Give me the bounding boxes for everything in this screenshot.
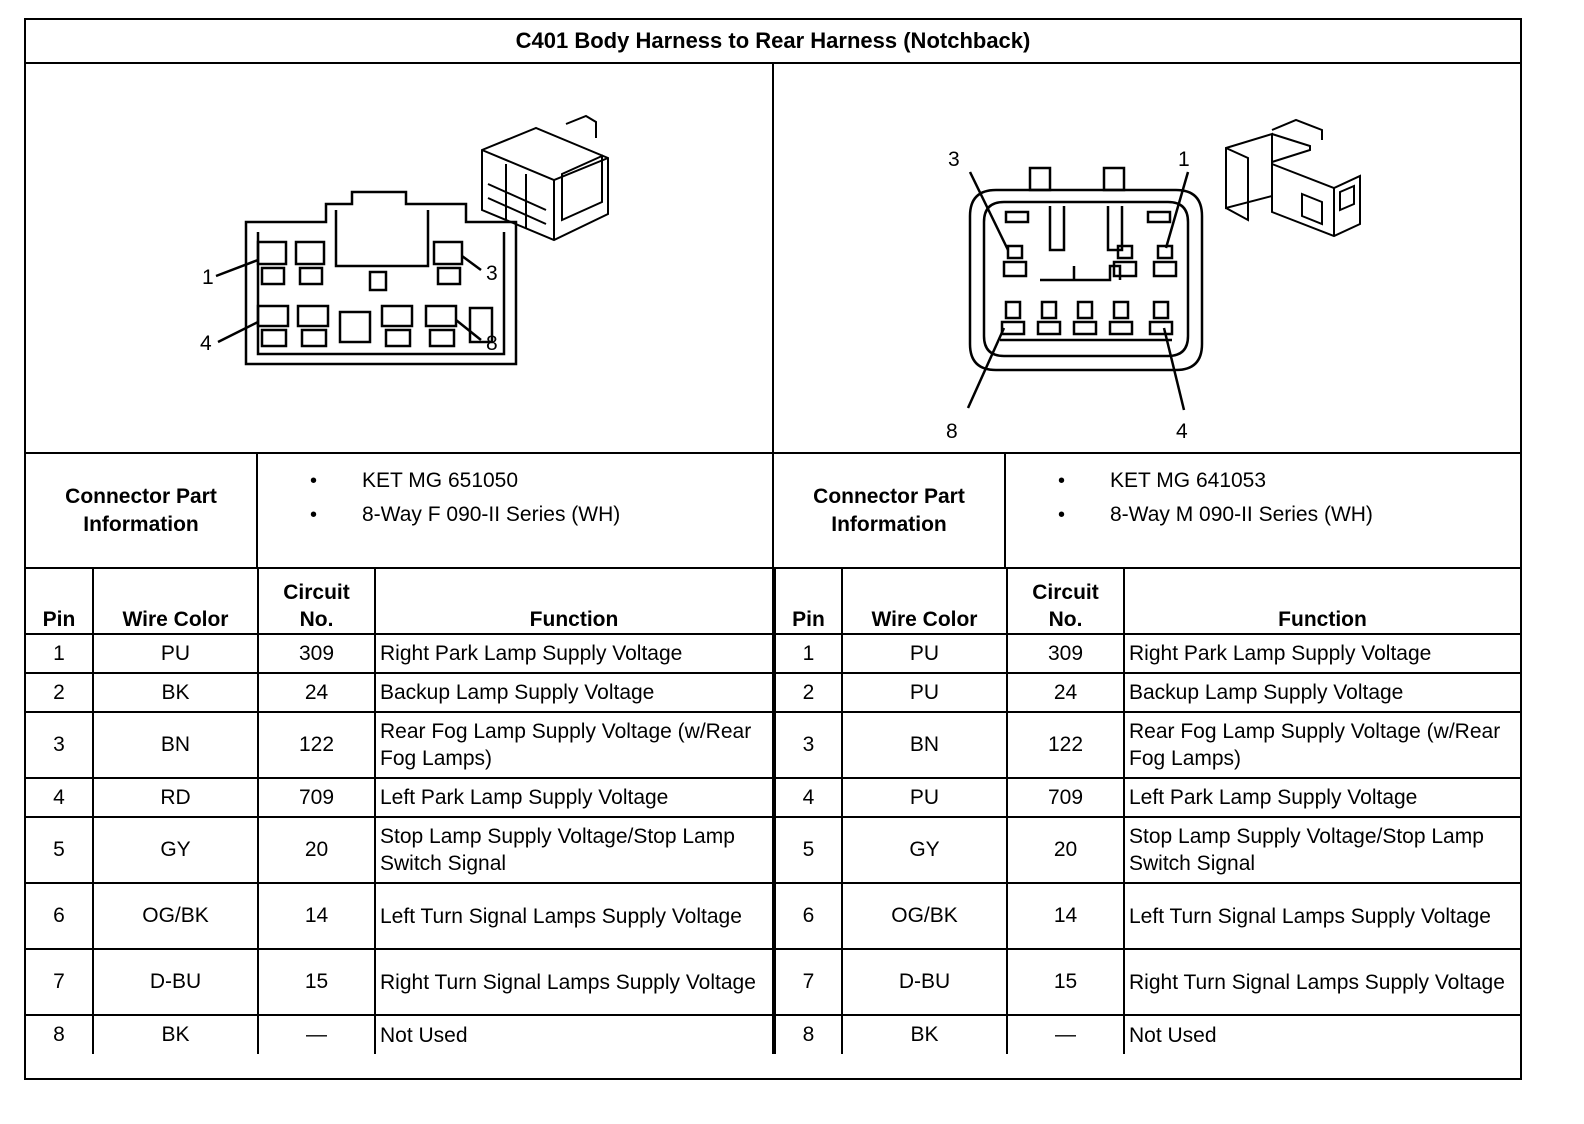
col-circuit-line2: No. <box>1048 608 1083 631</box>
circuit-cell: 709 <box>258 778 375 817</box>
function-cell: Left Park Lamp Supply Voltage <box>375 778 773 817</box>
pin-cell: 4 <box>775 778 842 817</box>
wire-color-cell: BN <box>842 712 1007 778</box>
circuit-cell: 309 <box>1007 634 1124 673</box>
pin-cell: 4 <box>26 778 93 817</box>
pin-cell: 2 <box>775 673 842 712</box>
callout-3: 3 <box>486 262 498 285</box>
part-info-label <box>774 454 1006 567</box>
table-row <box>775 949 1520 1015</box>
pin-cell: 5 <box>775 817 842 883</box>
circuit-cell: 15 <box>258 949 375 1015</box>
col-circuit-line1: Circuit <box>283 581 350 604</box>
table-row <box>26 949 773 1015</box>
function-cell: Stop Lamp Supply Voltage/Stop Lamp Switch Signal <box>375 817 773 883</box>
part-series: • 8-Way M 090-II Series (WH) <box>1006 498 1520 532</box>
col-function: Function <box>375 569 773 634</box>
pin-cell: 1 <box>26 634 93 673</box>
callout-4: 4 <box>200 332 212 355</box>
circuit-cell: 20 <box>258 817 375 883</box>
function-cell: Right Turn Signal Lamps Supply Voltage <box>1124 949 1520 1015</box>
callout-1: 1 <box>1178 148 1190 171</box>
table-row <box>26 634 773 673</box>
circuit-cell: 24 <box>1007 673 1124 712</box>
circuit-cell: 14 <box>1007 883 1124 949</box>
male-connector-face-drawing <box>774 64 1518 452</box>
page-title: C401 Body Harness to Rear Harness (Notchback) <box>26 20 1520 64</box>
wire-color-cell: PU <box>842 673 1007 712</box>
table-row <box>775 817 1520 883</box>
pin-cell: 1 <box>775 634 842 673</box>
function-cell: Left Turn Signal Lamps Supply Voltage <box>1124 883 1520 949</box>
part-info-label-line2: Information <box>831 512 947 536</box>
part-info-label-line1: Connector Part <box>813 484 965 508</box>
function-cell: Right Turn Signal Lamps Supply Voltage <box>375 949 773 1015</box>
pin-cell: 3 <box>775 712 842 778</box>
circuit-cell: 309 <box>258 634 375 673</box>
col-circuit <box>1007 569 1124 634</box>
table-row <box>775 778 1520 817</box>
part-number: • KET MG 651050 <box>258 464 772 498</box>
function-cell: Rear Fog Lamp Supply Voltage (w/Rear Fog Lamps) <box>1124 712 1520 778</box>
wire-color-cell: D-BU <box>93 949 258 1015</box>
function-cell: Not Used <box>375 1015 773 1054</box>
pin-cell: 7 <box>26 949 93 1015</box>
table-row <box>26 1015 773 1054</box>
right-part-info <box>774 454 1520 569</box>
pin-cell: 8 <box>775 1015 842 1054</box>
pin-cell: 2 <box>26 673 93 712</box>
col-pin: Pin <box>775 569 842 634</box>
callout-8: 8 <box>486 332 498 355</box>
callout-3: 3 <box>948 148 960 171</box>
pin-cell: 7 <box>775 949 842 1015</box>
table-row <box>775 1015 1520 1054</box>
circuit-cell: 14 <box>258 883 375 949</box>
pin-cell: 6 <box>26 883 93 949</box>
male-connector-iso-icon <box>1226 120 1360 236</box>
table-row <box>775 634 1520 673</box>
function-cell: Left Turn Signal Lamps Supply Voltage <box>375 883 773 949</box>
col-pin: Pin <box>26 569 93 634</box>
table-row <box>26 673 773 712</box>
circuit-cell: — <box>1007 1015 1124 1054</box>
wire-color-cell: BK <box>93 1015 258 1054</box>
callout-8: 8 <box>946 420 958 443</box>
callout-1: 1 <box>202 266 214 289</box>
table-row <box>775 673 1520 712</box>
col-function: Function <box>1124 569 1520 634</box>
part-info-label <box>26 454 258 567</box>
function-cell: Backup Lamp Supply Voltage <box>1124 673 1520 712</box>
circuit-cell: 15 <box>1007 949 1124 1015</box>
left-pin-table <box>26 569 774 1054</box>
function-cell: Rear Fog Lamp Supply Voltage (w/Rear Fog Lamps) <box>375 712 773 778</box>
col-circuit-line2: No. <box>299 608 334 631</box>
table-row <box>26 817 773 883</box>
function-cell: Backup Lamp Supply Voltage <box>375 673 773 712</box>
pin-cell: 5 <box>26 817 93 883</box>
pin-cell: 8 <box>26 1015 93 1054</box>
col-circuit <box>258 569 375 634</box>
left-connector-diagram <box>26 64 774 454</box>
function-cell: Stop Lamp Supply Voltage/Stop Lamp Switch Signal <box>1124 817 1520 883</box>
wire-color-cell: OG/BK <box>842 883 1007 949</box>
left-part-info <box>26 454 774 569</box>
function-cell: Not Used <box>1124 1015 1520 1054</box>
connector-sheet <box>24 18 1522 1080</box>
pin-cell: 3 <box>26 712 93 778</box>
table-row <box>26 712 773 778</box>
wire-color-cell: D-BU <box>842 949 1007 1015</box>
circuit-cell: 122 <box>1007 712 1124 778</box>
wire-color-cell: RD <box>93 778 258 817</box>
right-pin-table <box>774 569 1520 1054</box>
function-cell: Left Park Lamp Supply Voltage <box>1124 778 1520 817</box>
circuit-cell: 24 <box>258 673 375 712</box>
table-row <box>775 883 1520 949</box>
function-cell: Right Park Lamp Supply Voltage <box>1124 634 1520 673</box>
circuit-cell: 20 <box>1007 817 1124 883</box>
table-row <box>775 712 1520 778</box>
callout-4: 4 <box>1176 420 1188 443</box>
circuit-cell: 709 <box>1007 778 1124 817</box>
part-number: • KET MG 641053 <box>1006 464 1520 498</box>
part-info-label-line2: Information <box>83 512 199 536</box>
circuit-cell: — <box>258 1015 375 1054</box>
table-row <box>26 778 773 817</box>
wire-color-cell: PU <box>842 634 1007 673</box>
female-connector-face-drawing <box>26 64 772 452</box>
right-connector-diagram <box>774 64 1520 454</box>
wire-color-cell: GY <box>842 817 1007 883</box>
wire-color-cell: PU <box>93 634 258 673</box>
wire-color-cell: PU <box>842 778 1007 817</box>
wire-color-cell: GY <box>93 817 258 883</box>
circuit-cell: 122 <box>258 712 375 778</box>
col-circuit-line1: Circuit <box>1032 581 1099 604</box>
wire-color-cell: BK <box>842 1015 1007 1054</box>
wire-color-cell: BN <box>93 712 258 778</box>
table-row <box>26 883 773 949</box>
part-series: • 8-Way F 090-II Series (WH) <box>258 498 772 532</box>
col-wire-color: Wire Color <box>842 569 1007 634</box>
wire-color-cell: OG/BK <box>93 883 258 949</box>
part-info-label-line1: Connector Part <box>65 484 217 508</box>
col-wire-color: Wire Color <box>93 569 258 634</box>
pin-cell: 6 <box>775 883 842 949</box>
wire-color-cell: BK <box>93 673 258 712</box>
part-info-list <box>1006 454 1520 567</box>
function-cell: Right Park Lamp Supply Voltage <box>375 634 773 673</box>
part-info-list <box>258 454 772 567</box>
